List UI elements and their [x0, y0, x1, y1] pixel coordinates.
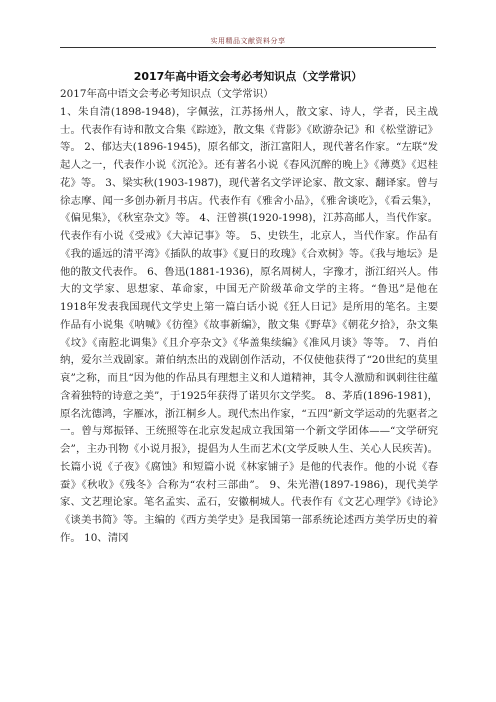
header-divider	[60, 47, 436, 48]
page-header: 实用精品文献资料分享	[210, 37, 286, 45]
document-title: 2017年高中语文会考必考知识点（文学常识）	[133, 70, 363, 83]
body-subtitle: 2017年高中语文会考必考知识点（文学常识）	[60, 88, 274, 100]
document-body	[60, 86, 438, 548]
body-paragraph: 1、朱自清(1898-1948)，字佩弦，江苏扬州人，散文家、诗人，学者，民主战士。代表作有诗和散文合集《踪迹》，散文集《背影》《欧游杂记》和《松堂游记》等。 2、郁达夫(1896-1945)，原名郁文，浙江富阳人，现代著名作家。“左联”发起人之一，代表作小说《沉沦》。还有著名小说《春风沉醉的晚上》《薄奠》《迟桂花》等。 3、梁实秋(1903-1987)，现代著名文学评论家、散文家、翻译家。曾与徐志摩、闻一多创办新月书店。代表作有《雅舍小品》，《雅舍谈吃》，《看云集》，《偏见集》，《秋室杂文》等。 4、汪曾祺(1920-1998)，江苏高邮人，当代作家。代表作有小说《受戒》《大淖记事》等。 5、史铁生，北京人，当代作家。作品有《我的遥远的清平湾》《插队的故事》《夏日的玫瑰》《合欢树》等。《我与地坛》是他的散文代表作。 6、鲁迅(1881-1936)，原名周树人，字豫才，浙江绍兴人。伟大的文学家、思想家、革命家，中国无产阶级革命文学的主将。“鲁迅”是他在1918年发表我国现代文学史上第一篇白话小说《狂人日记》是所用的笔名。主要作品有小说集《呐喊》《彷徨》《故事新编》，散文集《野草》《朝花夕拾》，杂文集《坟》《南腔北调集》《且介亭杂文》《华盖集续编》《准风月谈》等等。 7、肖伯纳，爱尔兰戏剧家。萧伯纳杰出的戏剧创作活动，不仅使他获得了“20世纪的莫里哀”之称，而且“因为他的作品具有理想主义和人道精神，其令人激励和讽刺往往蕴含着独特的诗意之美”，于1925年获得了诺贝尔文学奖。 8、茅盾(1896-1981)，原名沈德鸿，字雁冰，浙江桐乡人。现代杰出作家，“五四”新文学运动的先驱者之一。曾与郑振铎、王统照等在北京发起成立我国第一个新文学团体——“文学研究会”，主办刊物《小说月报》，提倡为人生而艺术(文学反映人生、关心人民疾苦)。长篇小说《子夜》《腐蚀》和短篇小说《林家铺子》是他的代表作。他的小说《春蚕》《秋收》《残冬》合称为“农村三部曲”。 9、朱光潜(1897-1986)，现代美学家、文艺理论家。笔名孟实、孟石，安徽桐城人。代表作有《文艺心理学》《诗论》《谈美书简》等。主编的《西方美学史》是我国第一部系统论述西方美学历史的着作。 10、清冈	[60, 105, 438, 544]
